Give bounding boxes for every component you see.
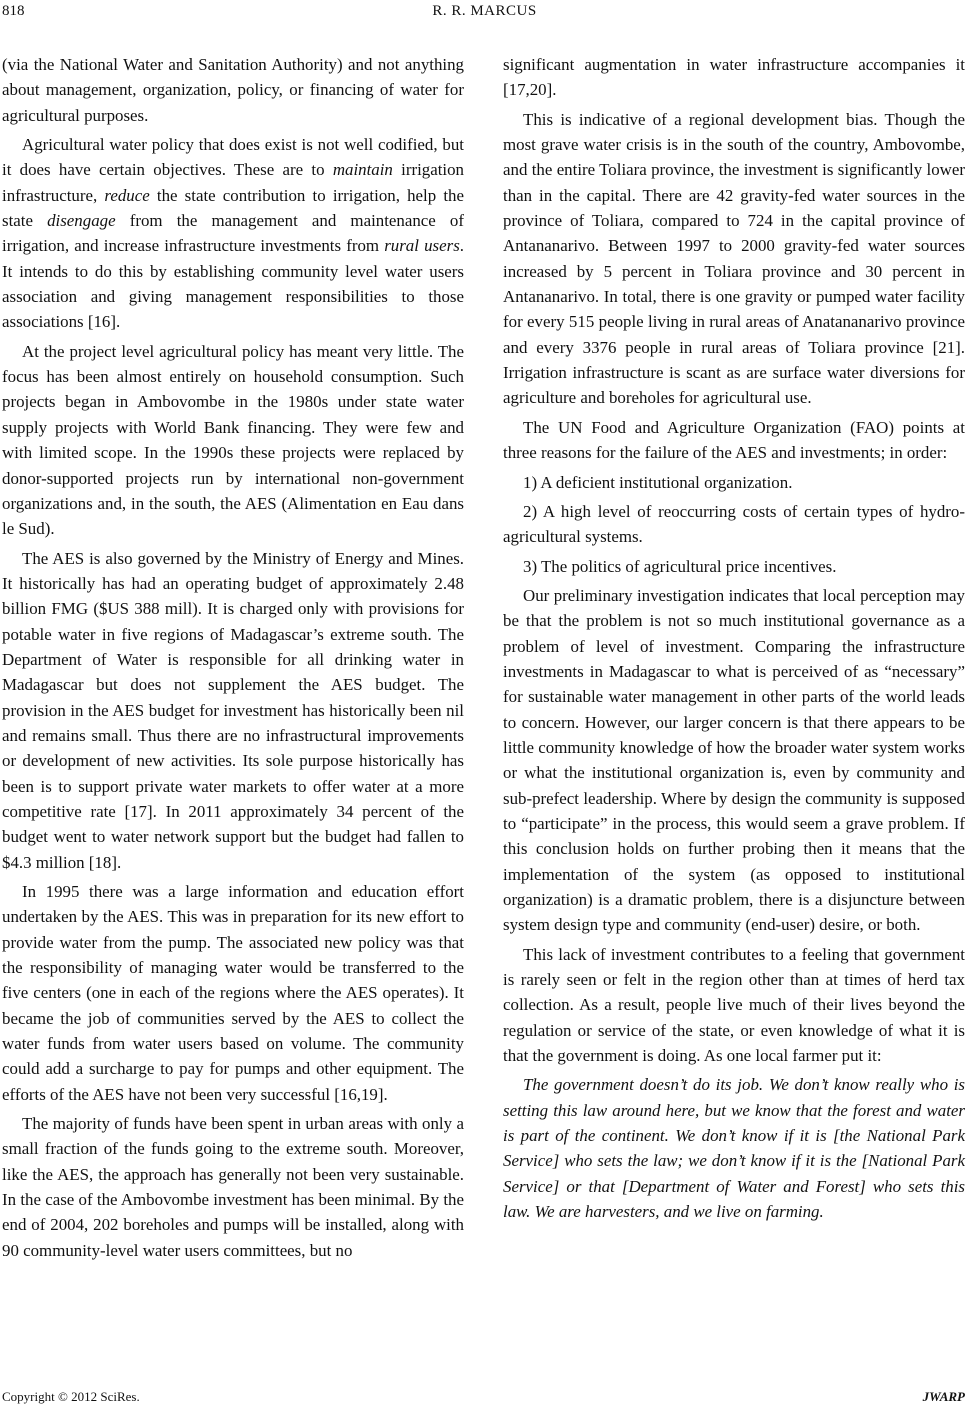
- list-item: 1) A deficient institutional organization.: [523, 472, 793, 492]
- emphasis: disengage: [47, 211, 116, 231]
- page-number: 818: [2, 3, 25, 19]
- paragraph: This is indicative of a regional development bias. Though the most grave water crisis is in the south of the country, Ambovombe, and the entire Toliara province, the investment is significantly lower than in the capital. There are 42 gravity-fed water sources in the province of Toliara, compared to 724 in the capital province of Antananarivo. Between 1997 to 2000 gravity-fed water sources increased by 5 percent in Toliara province and 30 percent in Antananarivo. In total, there is one gravity or pumped water facility for every 515 people living in rural areas of Anatananarivo province and every 3376 people in rural areas of Toliara province [21]. Irrigation infrastructure is scant as are surface water diversions for agriculture and boreholes for agricultural use.: [503, 109, 965, 408]
- left-column: [2, 52, 464, 1263]
- paragraph: The majority of funds have been spent in urban areas with only a small fraction of the funds going to the extreme south. Moreover, like the AES, the approach has generally not been very sustainable. In the case of the Ambovombe investment has been minimal. By the end of 2004, 202 boreholes and pumps will be installed, along with 90 community-level water users committees, but no: [2, 1114, 464, 1260]
- journal-name: JWARP: [922, 1389, 965, 1404]
- emphasis: rural users: [384, 236, 460, 256]
- paragraph: This lack of investment contributes to a feeling that government is rarely seen or felt in the region other than at times of herd tax collection. As a result, people live much of their lives beyond the regulation or service of the state, or even knowledge of what it is that the government is doing. As one local farmer put it:: [503, 944, 965, 1066]
- text-span: irrigation infrastructure,: [2, 160, 464, 205]
- text-span: the state contribution to irrigation, help the state: [2, 185, 464, 231]
- text-span: from the management and maintenance of irrigation, and increase infrastructure investments from: [2, 211, 464, 256]
- emphasis: reduce: [104, 185, 150, 205]
- list-item: 2) A high level of reoccurring costs of certain types of hydro-agricultural systems.: [503, 501, 965, 547]
- text-span: . It intends to do this by establishing community level water users association and giving management responsibilities to those associations [16].: [2, 236, 464, 332]
- paragraph: [2, 132, 464, 335]
- right-column: [503, 52, 965, 1224]
- running-title: R. R. MARCUS: [432, 3, 537, 19]
- list-item: 3) The politics of agricultural price incentives.: [523, 556, 837, 576]
- paragraph: The AES is also governed by the Ministry of Energy and Mines. It historically has had an operating budget of approximately 2.48 billion FMG ($US 388 mill). It is charged only with provisions for potable water in five regions of Madagascar’s extreme south. The Department of Water is responsible for all drinking water in Madagascar but does not supplement the AES budget. The provision in the AES budget for investment has historically been nil and remains small. Thus there are no infrastructural improvements or development of new activities. Its sole purpose historically has been is to support private water markets to offer water at a more competitive rate [17]. In 2011 approximately 34 percent of the budget went to water network support but the budget had fallen to $4.3 million [18].: [2, 548, 464, 872]
- paragraph: significant augmentation in water infrastructure accompanies it [17,20].: [503, 55, 965, 100]
- text-span: Agricultural water policy that does exist is not well codified, but it does have certain objectives. These are to: [2, 135, 464, 180]
- paragraph: Our preliminary investigation indicates that local perception may be that the problem is not so much institutional governance as a problem of level of investment. Comparing the infrastructure investments in Madagascar to what is perceived of as “necessary” for sustainable water management in other parts of the world leads to concern. However, our larger concern is that there appears to be little community knowledge of how the broader water system works or what the institutional organization is, even by community and sub-prefect leadership. Where by design the community is supposed to “participate” in the process, this would seem a grave problem. If this conclusion holds on further probing then it means that the implementation of the system (as opposed to institutional organization) is a dramatic problem, there is a disjuncture between system design type and community (end-user) desire, or both.: [503, 585, 965, 935]
- copyright-notice: Copyright © 2012 SciRes.: [2, 1389, 140, 1404]
- page-header: [0, 0, 969, 24]
- paragraph: In 1995 there was a large information and education effort undertaken by the AES. This was in preparation for its new effort to provide water from the pump. The associated new policy was that the responsibility of managing water would be transferred to the five centers (one in each of the regions where the AES operates). It became the job of communities served by the AES to collect the water funds from water users based on volume. The community could add a surcharge to pay for pumps and other equipment. The efforts of the AES have not been very successful [16,19].: [2, 882, 464, 1104]
- paragraph: The UN Food and Agriculture Organization (FAO) points at three reasons for the failure of the AES and investments; in order:: [503, 417, 965, 463]
- emphasis: maintain: [332, 160, 393, 180]
- paragraph: (via the National Water and Sanitation Authority) and not anything about management, organization, policy, or financing of water for agricultural purposes.: [2, 55, 464, 125]
- farmer-quote: The government doesn’t do its job. We don’t know really who is setting this law around here, but we know that the forest and water is part of the continent. We don’t know if it is [the National Park Service] who sets the law; we don’t know if it is the [National Park Service] or that [Department of Water and Forest] who sets this law. We are harvesters, and we live on farming.: [503, 1075, 965, 1222]
- paragraph: At the project level agricultural policy has meant very little. The focus has been almost entirely on household consumption. Such projects began in Ambovombe in the 1980s under state water supply projects with World Bank financing. They were few and with limited scope. In the 1990s these projects were replaced by donor-supported projects run by international non-government organizations and, in the south, the AES (Alimentation en Eau dans le Sud).: [2, 341, 464, 539]
